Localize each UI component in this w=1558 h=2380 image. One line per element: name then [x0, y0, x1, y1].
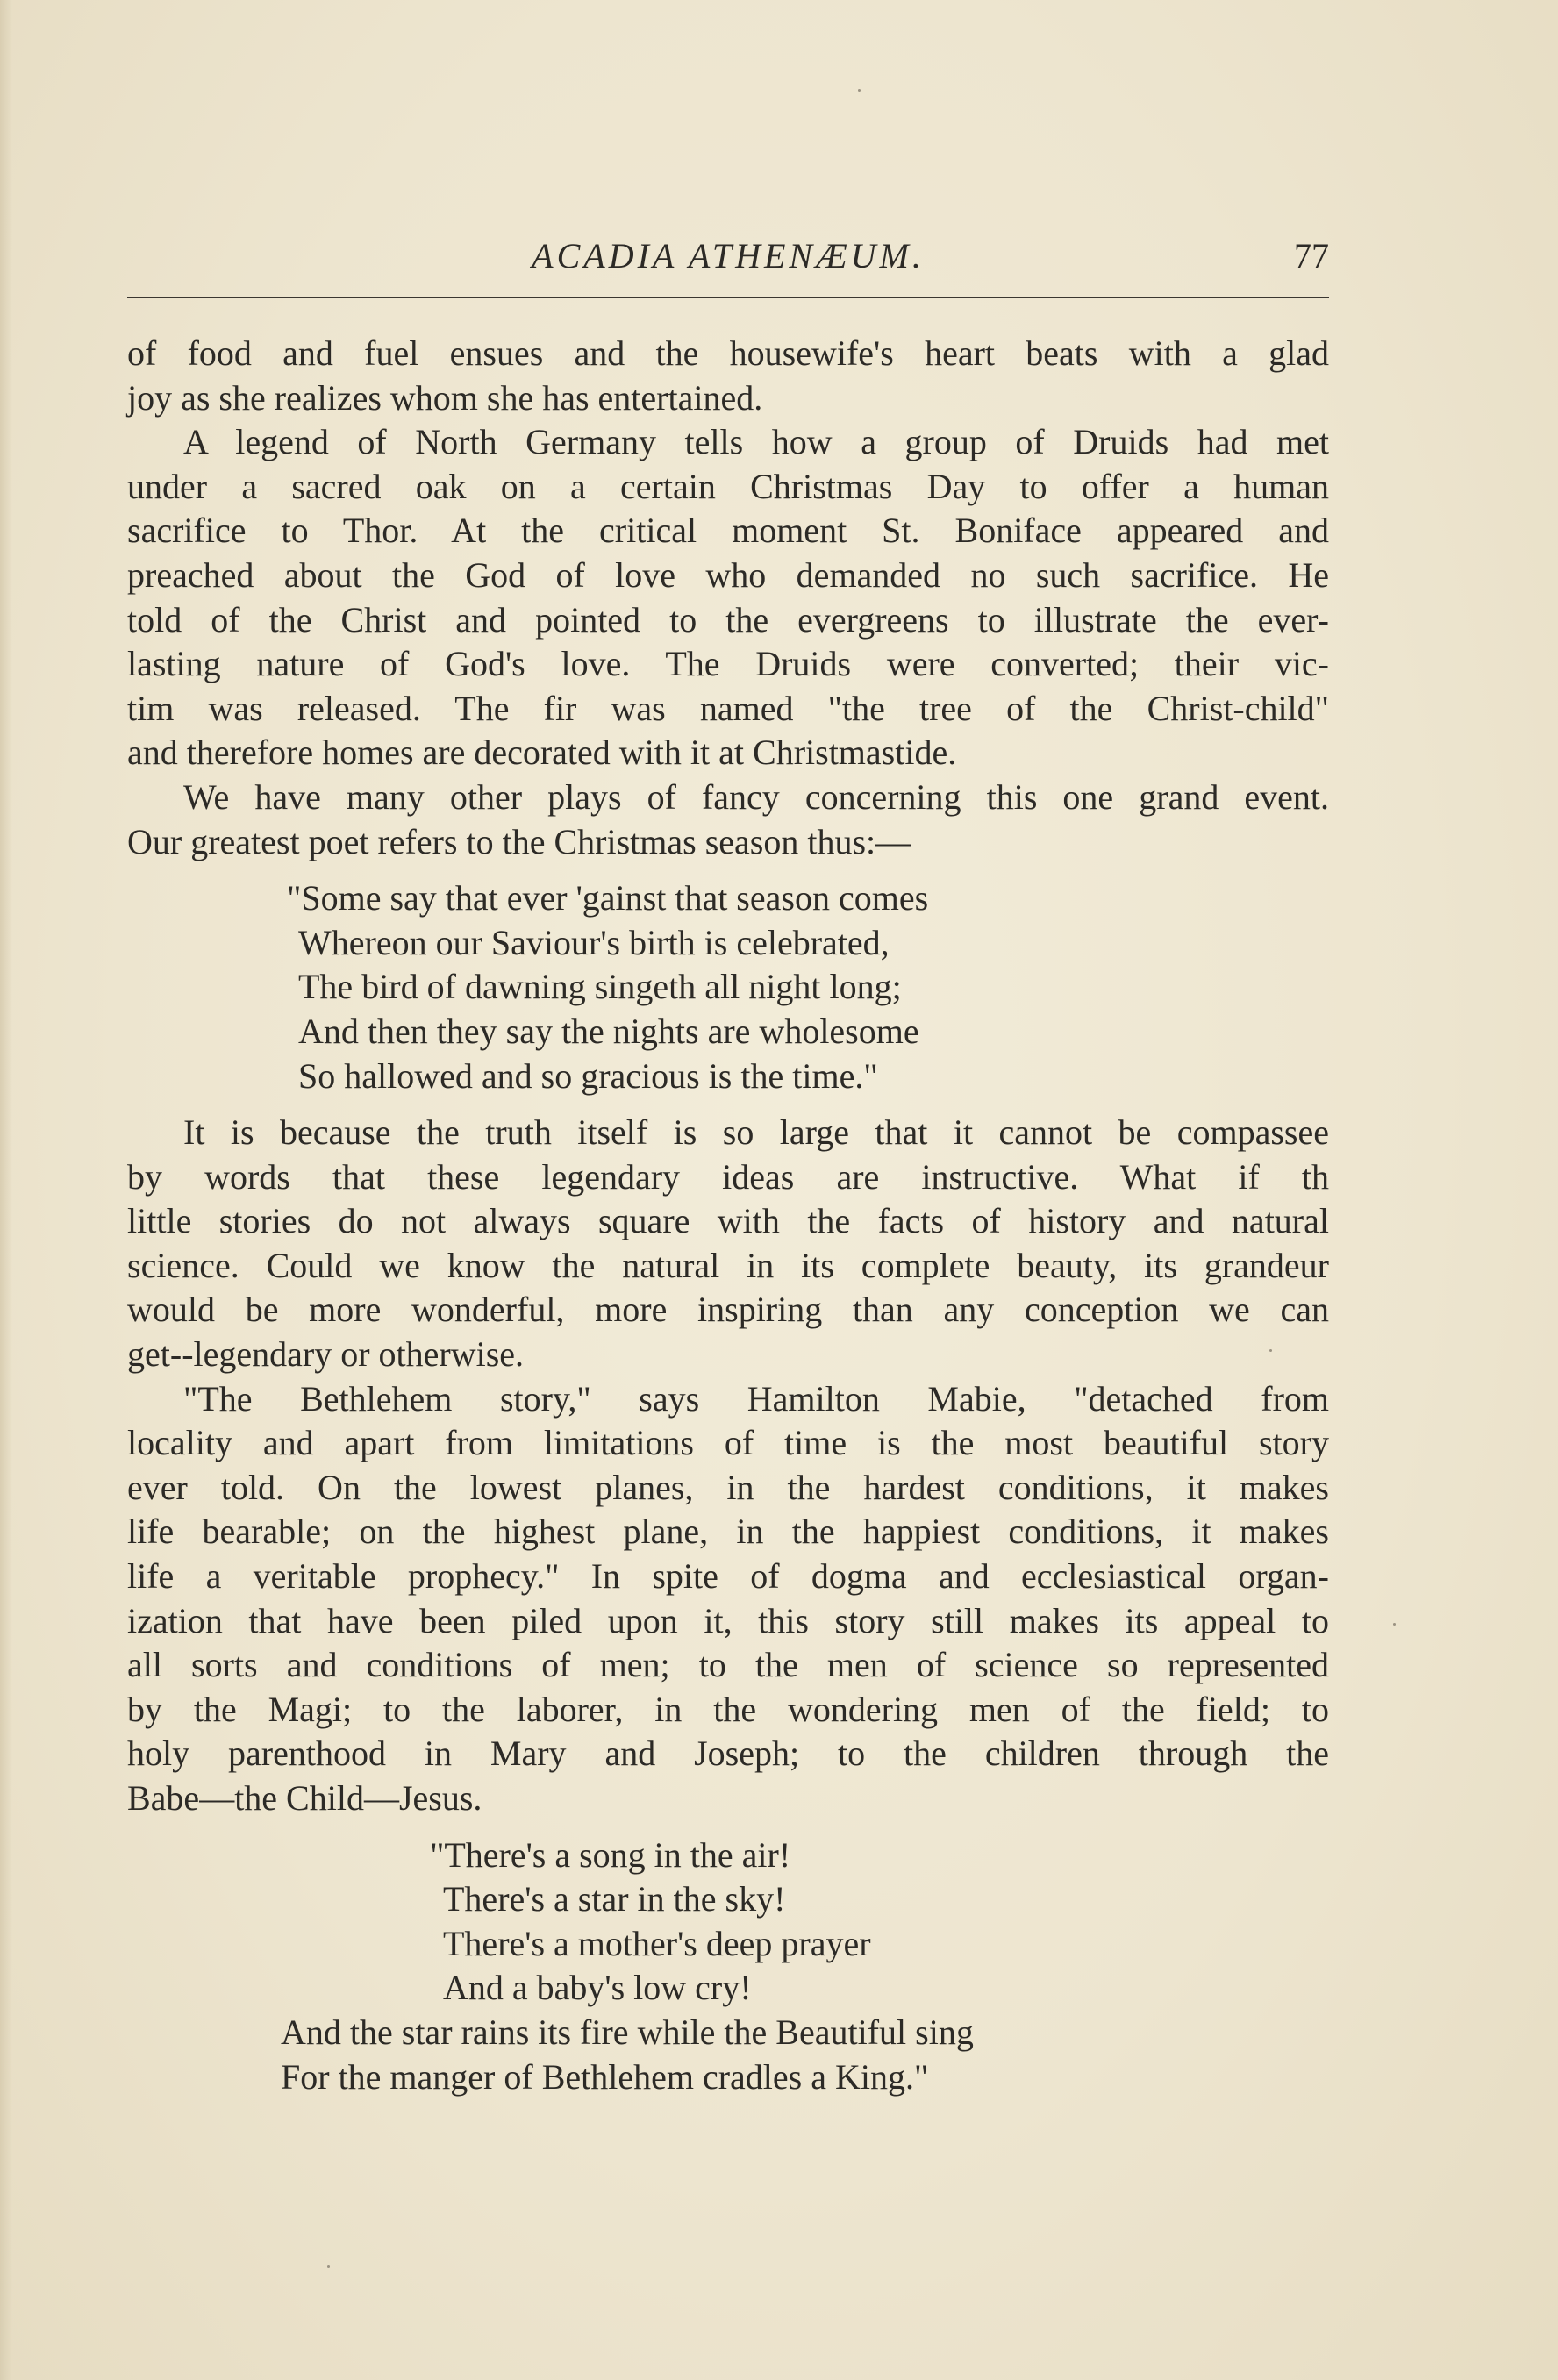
paper-speck	[1393, 1623, 1396, 1626]
text-line: of food and fuel ensues and the housewife's heart beats with a glad	[127, 333, 1329, 373]
poem-line: For the manger of Bethlehem cradles a King."	[281, 2056, 929, 2097]
poem-line: And the star rains its fire while the Beautiful sing	[281, 2012, 974, 2052]
text-line: joy as she realizes whom she has entertained.	[127, 377, 763, 418]
text-line: Our greatest poet refers to the Christmas season thus:—	[127, 821, 911, 861]
text-line: ever told. On the lowest planes, in the hardest conditions, it makes	[127, 1467, 1329, 1507]
poem-line: There's a star in the sky!	[443, 1879, 786, 1919]
text-line: preached about the God of love who demanded no such sacrifice. He	[127, 554, 1329, 595]
paper-speck	[327, 2265, 330, 2268]
text-line: science. Could we know the natural in its complete beauty, its grandeur	[127, 1245, 1329, 1285]
poem-line: And then they say the nights are wholesome	[298, 1011, 919, 1051]
text-line: and therefore homes are decorated with it at Christmastide.	[127, 733, 957, 773]
poem-line: And a baby's low cry!	[443, 1968, 752, 2008]
page-edge-shadow	[0, 0, 12, 2380]
paragraph-1	[127, 332, 1329, 420]
text-line: lasting nature of God's love. The Druids were converted; their vic-	[127, 644, 1329, 684]
running-title: ACADIA ATHENÆUM.	[532, 236, 925, 275]
poem-line: So hallowed and so gracious is the time."	[298, 1055, 878, 1096]
header-rule	[127, 297, 1329, 298]
poem-line: "Some say that ever 'gainst that season comes	[287, 878, 929, 918]
text-line: life bearable; on the highest plane, in the happiest conditions, it makes	[127, 1512, 1329, 1552]
text-line: under a sacred oak on a certain Christmas Day to offer a human	[127, 466, 1329, 506]
text-line: ization that have been piled upon it, this story still makes its appeal to	[127, 1600, 1329, 1640]
text-line: locality and apart from limitations of time is the most beautiful story	[127, 1423, 1329, 1463]
page-number: 77	[1294, 236, 1329, 275]
text-line: by the Magi; to the laborer, in the wondering men of the field; to	[127, 1689, 1329, 1729]
text-line: all sorts and conditions of men; to the men of science so represented	[127, 1645, 1329, 1685]
poem-line: The bird of dawning singeth all night long;	[298, 967, 902, 1007]
text-line: little stories do not always square with the facts of history and natural	[127, 1201, 1329, 1241]
poem-line: "There's a song in the air!	[430, 1834, 791, 1875]
poem-quote-christmas-song	[127, 1833, 1329, 2100]
text-line: Babe—the Child—Jesus.	[127, 1778, 482, 1818]
text-line: holy parenthood in Mary and Joseph; to the children through the	[127, 1733, 1329, 1774]
paper-speck	[858, 89, 861, 92]
poem-line: There's a mother's deep prayer	[443, 1923, 871, 1963]
text-line: told of the Christ and pointed to the evergreens to illustrate the ever-	[127, 599, 1329, 640]
paragraph-5	[127, 1377, 1329, 1821]
paragraph-4	[127, 1111, 1329, 1377]
poem-quote-shakespeare	[127, 876, 1329, 1098]
text-line: "The Bethlehem story," says Hamilton Mabie, "detached from	[183, 1378, 1329, 1419]
paragraph-3	[127, 775, 1329, 864]
paper-speck	[1269, 1349, 1272, 1352]
poem-line: Whereon our Saviour's birth is celebrated,	[298, 922, 890, 962]
text-line: by words that these legendary ideas are instructive. What if th	[127, 1156, 1329, 1197]
text-line: get--legendary or otherwise.	[127, 1334, 525, 1375]
paragraph-2	[127, 420, 1329, 775]
text-line: sacrifice to Thor. At the critical moment St. Boniface appeared and	[127, 511, 1329, 551]
text-line: tim was released. The fir was named "the tree of the Christ-child"	[127, 688, 1329, 728]
text-line: would be more wonderful, more inspiring than any conception we can	[127, 1290, 1329, 1330]
running-head	[127, 230, 1329, 282]
body-text	[127, 332, 1329, 2112]
text-line: We have many other plays of fancy concerning this one grand event.	[183, 776, 1329, 817]
text-line: A legend of North Germany tells how a group of Druids had met	[183, 422, 1329, 462]
text-line: It is because the truth itself is so large that it cannot be compassee	[183, 1112, 1329, 1153]
text-line: life a veritable prophecy." In spite of dogma and ecclesiastical organ-	[127, 1556, 1329, 1597]
